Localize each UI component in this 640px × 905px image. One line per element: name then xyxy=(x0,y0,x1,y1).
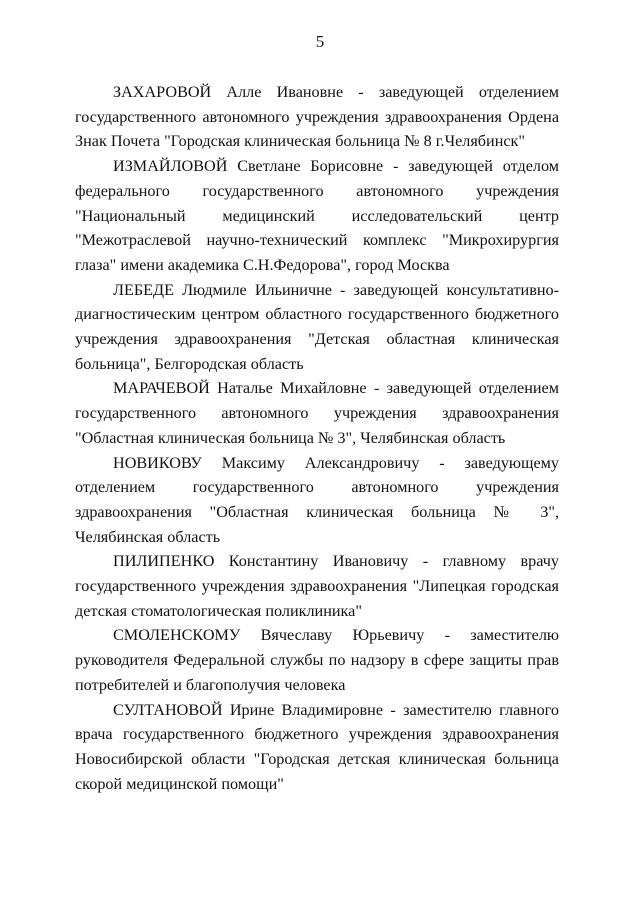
award-entry-novikov: НОВИКОВУ Максиму Александровичу - заведующему отделением государственного автономного учреждения здравоохранения "Областная клиническая больница № 3", Челябинская область xyxy=(75,453,559,546)
award-entry-sultanova: СУЛТАНОВОЙ Ирине Владимировне - заместителю главного врача государственного бюджетного учреждения здравоохранения Новосибирской области "Городская детская клиническая больница скорой медицинской помощи" xyxy=(75,700,559,793)
award-entry-izmaylova: ИЗМАЙЛОВОЙ Светлане Борисовне - заведующей отделом федерального государственного автономного учреждения "Национальный медицинский исследовательский центр "Межотраслевой научно-технический комплекс "Микрохирургия глаза" имени академика С.Н.Федорова", город Москва xyxy=(75,157,559,274)
award-list xyxy=(75,80,559,796)
award-entry-zakharova: ЗАХАРОВОЙ Алле Ивановне - заведующей отделением государственного автономного учреждения здравоохранения Ордена Знак Почета "Городская клиническая больница № 8 г.Челябинск" xyxy=(75,83,559,151)
page-number: 5 xyxy=(315,32,325,51)
award-entry-lebeda: ЛЕБЕДЕ Людмиле Ильиничне - заведующей консультативно-диагностическим центром областного государственного бюджетного учреждения здравоохранения "Детская областная клиническая больница", Белгородская область xyxy=(75,280,559,373)
award-entry-maracheva: МАРАЧЕВОЙ Наталье Михайловне - заведующей отделением государственного автономного учреждения здравоохранения "Областная клиническая больница № 3", Челябинская область xyxy=(75,379,559,447)
award-entry-pilipenko: ПИЛИПЕНКО Константину Ивановичу - главному врачу государственного учреждения здравоохранения "Липецкая городская детская стоматологическая поликлиника" xyxy=(75,552,559,620)
award-entry-smolensky: СМОЛЕНСКОМУ Вячеславу Юрьевичу - заместителю руководителя Федеральной службы по надзору в сфере защиты прав потребителей и благополучия человека xyxy=(75,626,559,694)
